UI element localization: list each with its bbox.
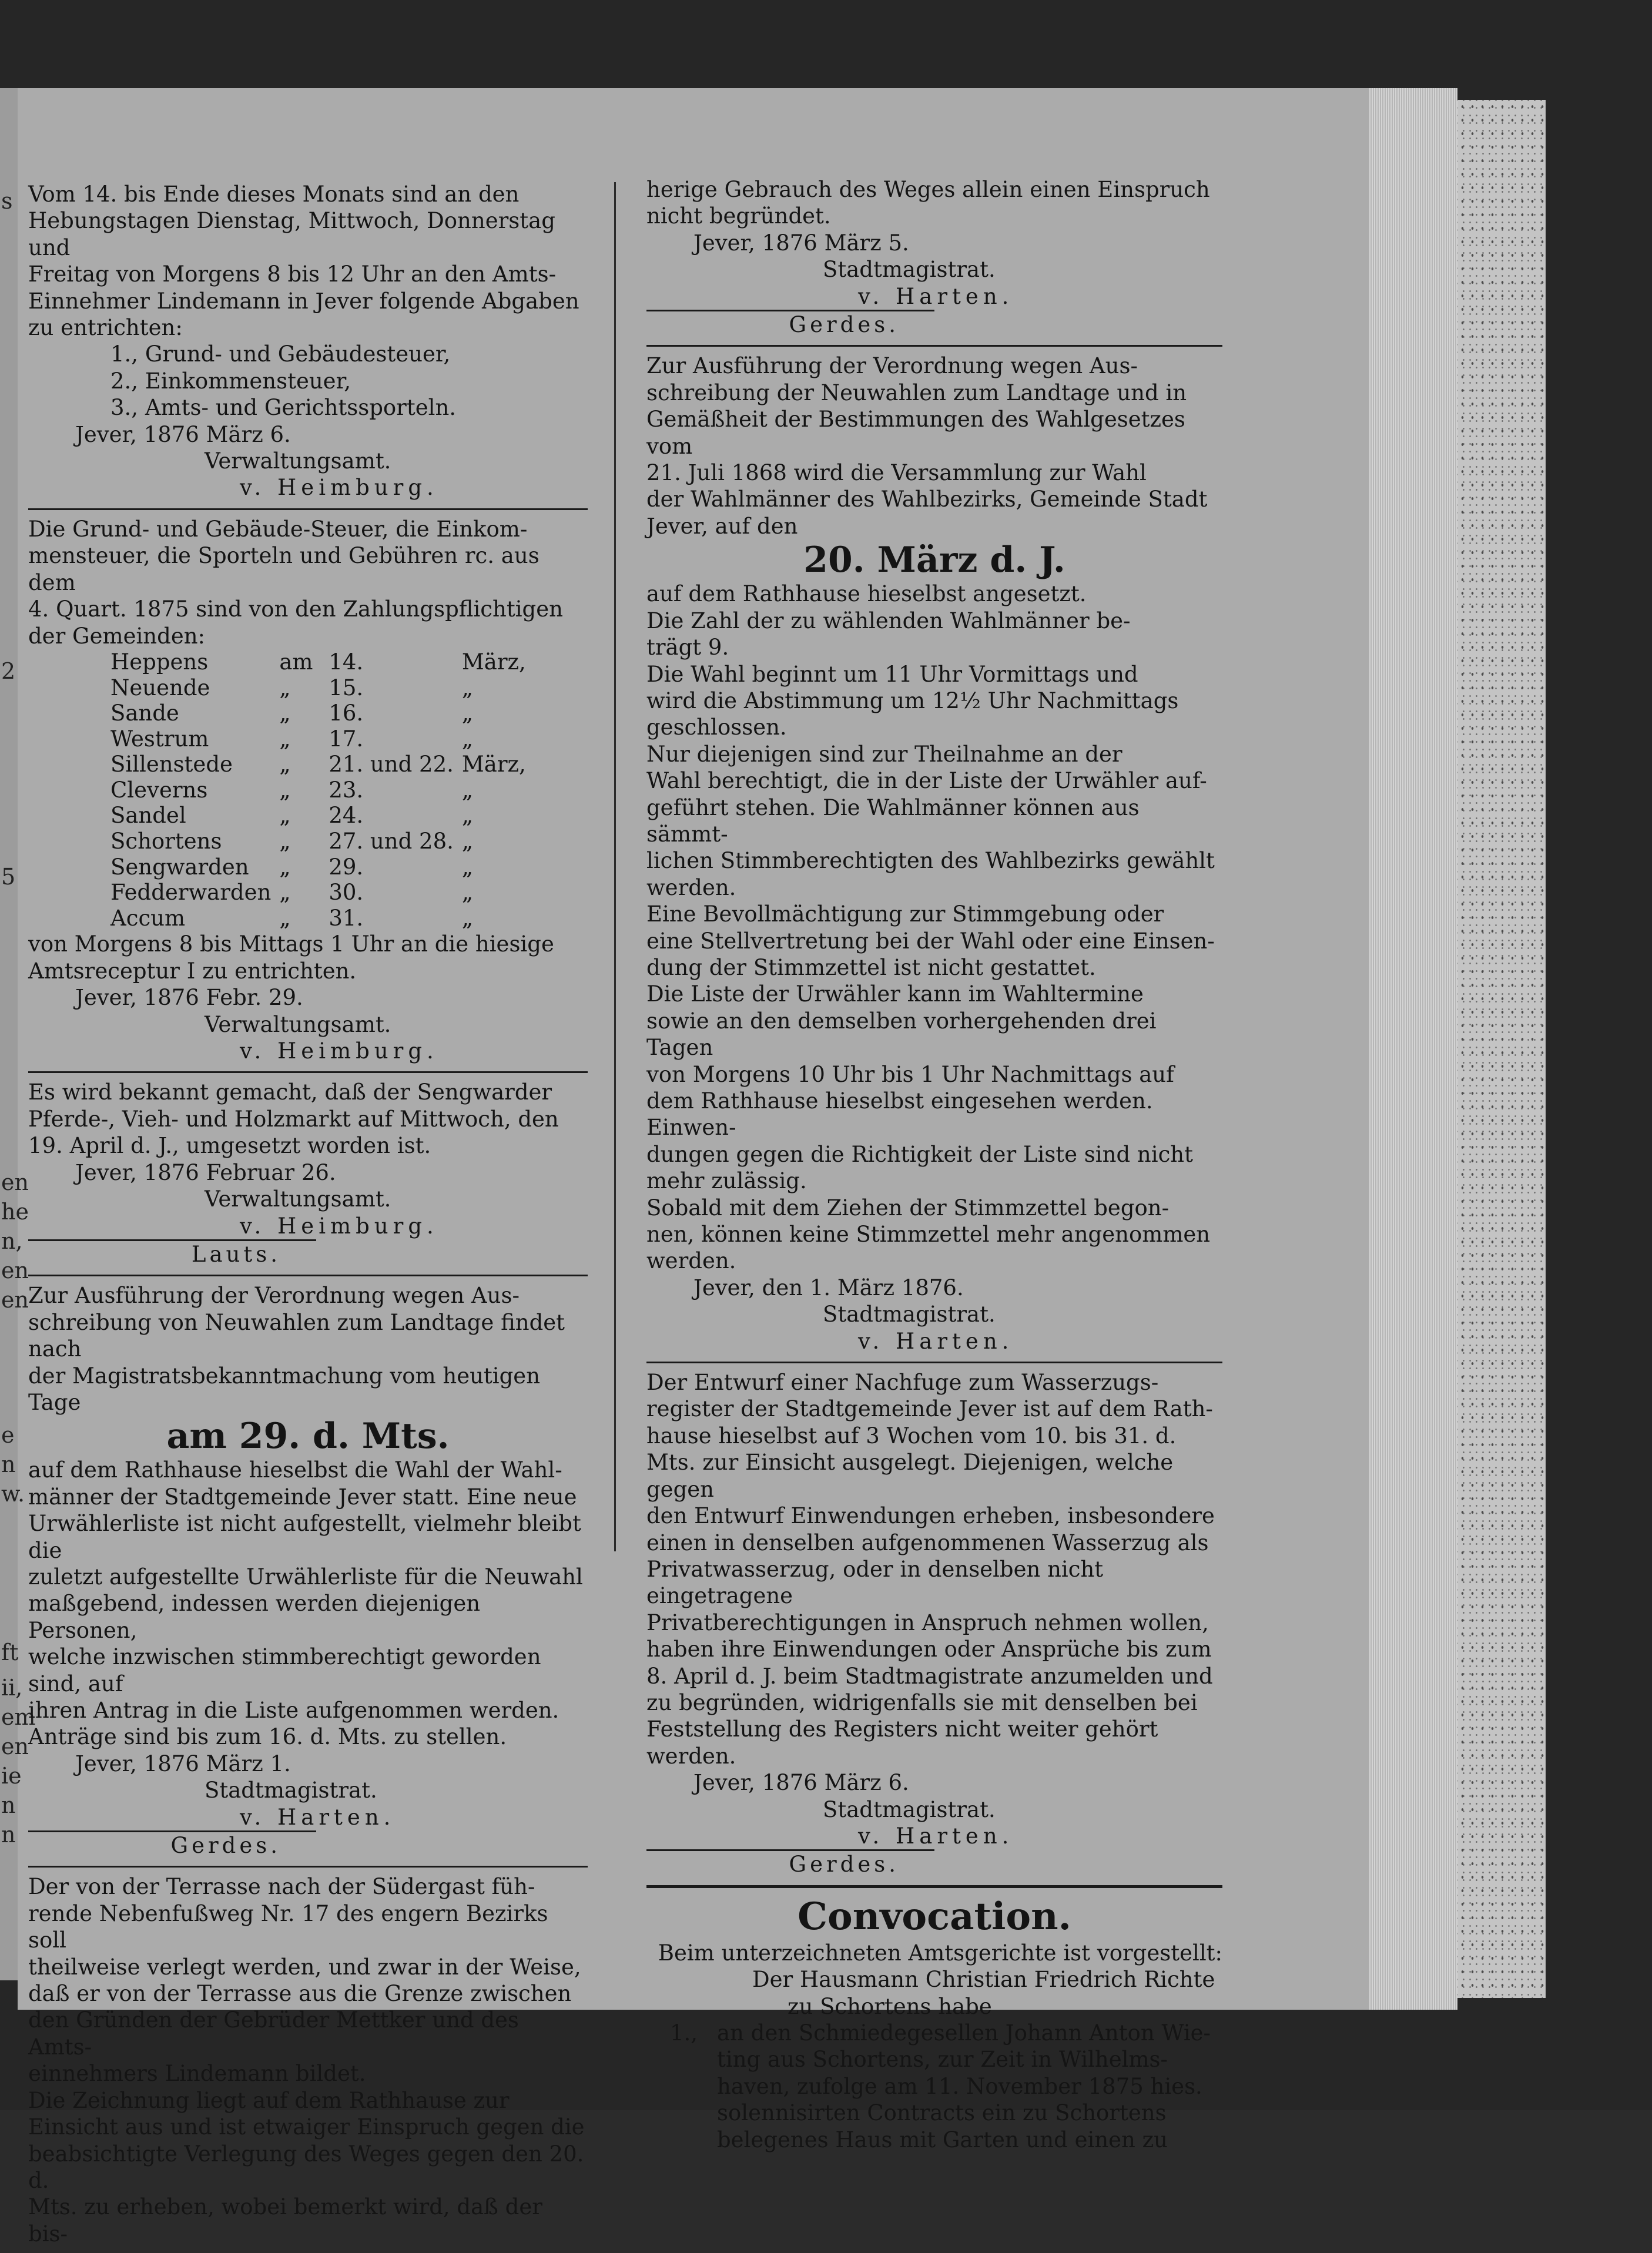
text-line: ihren Antrag in die Liste aufgenommen werden. (28, 1698, 559, 1723)
schedule-place: Sande (110, 700, 179, 726)
schedule-place: Westrum (110, 726, 209, 752)
text-line: auf dem Rathhause hieselbst die Wahl der Wahl- (28, 1457, 562, 1483)
text-line: nen, können keine Stimmzettel mehr angenommen (646, 1222, 1211, 1248)
notice-clerk: Lauts. (28, 1239, 316, 1268)
text-line: 21. Juli 1868 wird die Versammlung zur Wahl (646, 460, 1147, 486)
left-column (28, 176, 588, 2253)
notice-footpath-continued (646, 176, 1222, 344)
text-line: Hebungstagen Dienstag, Mittwoch, Donnerstag und (28, 208, 555, 260)
headline-date: 20. März d. J. (803, 539, 1065, 581)
text-line: register der Stadtgemeinde Jever ist auf dem Rath- (646, 1396, 1213, 1422)
schedule-month: März, (461, 752, 526, 777)
notice-date: Jever, den 1. März 1876. (693, 1275, 964, 1300)
text-line: der Wahlmänner des Wahlbezirks, Gemeinde Stadt (646, 487, 1208, 512)
text-line: 19. April d. J., umgesetzt worden ist. (28, 1133, 431, 1159)
schedule-day: 16. (329, 700, 364, 726)
notice-authority: Verwaltungsamt. (205, 1186, 391, 1212)
text-line: Urwählerliste ist nicht aufgestellt, vielmehr bleibt die (28, 1511, 581, 1563)
schedule-prefix: „ (279, 829, 291, 854)
text-line: haben ihre Einwendungen oder Ansprüche bis zum (646, 1637, 1212, 1662)
text-line: männer der Stadtgemeinde Jever statt. Eine neue (28, 1484, 577, 1510)
page-stack-edge (1369, 88, 1457, 2010)
notice-signer: v. Harten. (858, 1328, 1014, 1354)
text-line: wird die Abstimmung um 12½ Uhr Nachmittags (646, 688, 1179, 713)
text-line: Die Wahl beginnt um 11 Uhr Vormittags und (646, 661, 1138, 687)
schedule-row (110, 854, 534, 880)
schedule-place: Neuende (110, 675, 210, 700)
text-line: 4. Quart. 1875 sind von den Zahlungspflichtigen (28, 596, 563, 622)
notice-authority: Verwaltungsamt. (205, 448, 391, 474)
text-line: von Morgens 10 Uhr bis 1 Uhr Nachmittags auf (646, 1061, 1174, 1087)
notice-tax-schedule (28, 511, 588, 1071)
text-line: an den Schmiedegesellen Johann Anton Wie- (717, 2020, 1211, 2046)
text-line: einnehmers Lindemann bildet. (28, 2061, 366, 2087)
notice-authority: Stadtmagistrat. (823, 1302, 996, 1327)
notice-date: Jever, 1876 Februar 26. (75, 1159, 336, 1185)
margin-fragment: en (1, 1258, 29, 1283)
text-line: Feststellung des Registers nicht weiter gehört werden. (646, 1716, 1158, 1769)
schedule-prefix: „ (279, 880, 291, 906)
text-line: theilweise verlegt werden, und zwar in der Weise, (28, 1954, 581, 1980)
speckled-book-cover (1457, 100, 1546, 1998)
text-line: Einnehmer Lindemann in Jever folgende Abgaben (28, 288, 579, 314)
notice-date: Jever, 1876 März 6. (693, 1770, 909, 1796)
notice-authority: Stadtmagistrat. (205, 1778, 377, 1803)
right-column (646, 176, 1222, 2159)
text-line: einen in denselben aufgenommenen Wasserzug als (646, 1530, 1209, 1555)
text-line: werden. (646, 874, 736, 900)
text-line: zu entrichten: (28, 315, 183, 341)
schedule-prefix: am (279, 649, 313, 675)
text-line: der Magistratsbekanntmachung vom heutigen Tage (28, 1363, 541, 1415)
schedule-row (110, 906, 534, 931)
text-line: Es wird bekannt gemacht, daß der Sengwarder (28, 1079, 552, 1105)
text-line: Der Hausmann Christian Friedrich Richte (752, 1967, 1215, 1993)
margin-fragment: n (1, 1451, 16, 1477)
text-line: Jever, auf den (646, 513, 798, 539)
text-line: Die Zeichnung liegt auf dem Rathhause zur (28, 2087, 510, 2113)
margin-fragment: en (1, 1287, 29, 1313)
schedule-month: „ (461, 700, 474, 726)
notice-date: Jever, 1876 März 6. (75, 421, 291, 447)
margin-fragment: en (1, 1169, 29, 1195)
margin-fragment: ie (1, 1763, 22, 1789)
headline-date: am 29. d. Mts. (166, 1416, 450, 1457)
text-line: beabsichtigte Verlegung des Weges gegen den 20. d. (28, 2141, 584, 2193)
schedule-row (110, 649, 534, 675)
notice-authority: Stadtmagistrat. (823, 1796, 996, 1822)
text-line: zuletzt aufgestellte Urwählerliste für die Neuwahl (28, 1564, 583, 1590)
schedule-month: „ (461, 854, 474, 880)
convocation-notice (646, 1889, 1222, 2159)
margin-fragment: e (1, 1422, 15, 1448)
margin-fragment: n (1, 1792, 16, 1818)
convocation-intro: Beim unterzeichneten Amtsgerichte ist vorgestellt: (658, 1940, 1222, 1966)
margin-fragment: he (1, 1199, 29, 1225)
separator-rule (28, 1275, 588, 1276)
text-line: schreibung der Neuwahlen zum Landtage und in (646, 380, 1187, 405)
text-line: geschlossen. (646, 715, 787, 740)
notice-election-date (28, 1278, 588, 1865)
text-line: daß er von der Terrasse aus die Grenze zwischen (28, 1981, 572, 2007)
text-line: herige Gebrauch des Weges allein einen Einspruch (646, 177, 1210, 202)
notice-signer: v. Heimburg. (240, 1038, 438, 1064)
schedule-month: „ (461, 829, 474, 854)
text-line: Der Entwurf einer Nachfuge zum Wasserzugs- (646, 1370, 1159, 1396)
text-line: dungen gegen die Richtigkeit der Liste sind nicht (646, 1141, 1193, 1167)
schedule-month: März, (461, 649, 526, 675)
schedule-day: 31. (329, 905, 364, 931)
schedule-row (110, 803, 534, 829)
text-line: Der von der Terrasse nach der Südergast füh- (28, 1874, 535, 1900)
separator-rule (28, 1071, 588, 1073)
text-line: eine Stellvertretung bei der Wahl oder eine Einsen- (646, 928, 1215, 954)
notice-signer: v. Heimburg. (240, 1213, 438, 1239)
text-line: schreibung von Neuwahlen zum Landtage findet nach (28, 1309, 565, 1362)
text-line: Zur Ausführung der Verordnung wegen Aus- (28, 1283, 520, 1309)
separator-rule (646, 1362, 1222, 1363)
schedule-place: Cleverns (110, 777, 208, 803)
schedule-day: 17. (329, 726, 364, 752)
text-line: welche inzwischen stimmberechtigt geworden sind, auf (28, 1644, 541, 1697)
convocation-title: Convocation. (797, 1894, 1071, 1939)
item-number: 1., (670, 2020, 698, 2046)
column-divider (614, 182, 616, 1551)
notice-date: Jever, 1876 Febr. 29. (75, 985, 303, 1011)
text-line: nicht begründet. (646, 203, 831, 229)
text-line: Einsicht aus und ist etwaiger Einspruch gegen die (28, 2114, 585, 2140)
text-line: dung der Stimmzettel ist nicht gestattet. (646, 954, 1096, 980)
margin-fragment: n, (1, 1228, 23, 1254)
schedule-row (110, 700, 534, 726)
schedule-row (110, 829, 534, 854)
notice-election-assembly (646, 348, 1222, 1360)
text-line: hause hieselbst auf 3 Wochen vom 10. bis 31. d. (646, 1423, 1177, 1449)
list-item: 1., Grund- und Gebäudesteuer, (110, 341, 451, 367)
text-line: Zur Ausführung der Verordnung wegen Aus- (646, 353, 1138, 379)
schedule-month: „ (461, 803, 474, 829)
separator-rule (28, 508, 588, 510)
text-line: belegenes Haus mit Garten und einen zu (717, 2127, 1168, 2153)
text-line: lichen Stimmberechtigten des Wahlbezirks gewählt (646, 848, 1215, 874)
text-line: Die Liste der Urwähler kann im Wahltermine (646, 981, 1144, 1007)
text-line: Die Zahl der zu wählenden Wahlmänner be- (646, 608, 1131, 633)
notice-body (646, 1369, 1222, 1769)
text-line: Amtsreceptur I zu entrichten. (28, 958, 357, 984)
text-line: Privatwasserzug, oder in denselben nicht eingetragene (646, 1556, 1104, 1609)
schedule-row (110, 880, 534, 906)
text-line: maßgebend, indessen werden diejenigen Personen, (28, 1591, 481, 1643)
text-line: mensteuer, die Sporteln und Gebühren rc. aus dem (28, 543, 540, 595)
text-line: dem Rathhause hieselbst eingesehen werden. Einwen- (646, 1088, 1153, 1141)
text-line: solennisirten Contracts ein zu Schortens (717, 2100, 1167, 2126)
notice-signer: v. Harten. (858, 283, 1014, 309)
text-line: ting aus Schortens, zur Zeit in Wilhelms- (717, 2047, 1168, 2073)
text-line: den Gründen der Gebrüder Mettker und des Amts- (28, 2007, 519, 2060)
schedule-row (110, 726, 534, 752)
list-item: 2., Einkommensteuer, (110, 368, 351, 394)
schedule-month: „ (461, 880, 474, 906)
schedule-month: „ (461, 675, 474, 700)
text-line: Anträge sind bis zum 16. d. Mts. zu stellen. (28, 1724, 507, 1750)
schedule-place: Schortens (110, 829, 222, 854)
schedule-month: „ (461, 726, 474, 752)
text-line: zu Schortens habe (788, 1993, 992, 2019)
text-line: 8. April d. J. beim Stadtmagistrate anzumelden und (646, 1663, 1213, 1689)
schedule-place: Sandel (110, 803, 186, 829)
schedule-prefix: „ (279, 752, 291, 777)
text-line: Nur diejenigen sind zur Theilnahme an der (646, 741, 1122, 767)
schedule-day: 21. und 22. (329, 752, 454, 777)
schedule-place: Heppens (110, 649, 209, 675)
schedule-prefix: „ (279, 726, 291, 752)
text-line: werden. (646, 1248, 736, 1274)
margin-fragment: ii, (1, 1675, 23, 1701)
convocation-item (646, 2020, 1222, 2153)
text-line: geführt stehen. Die Wahlmänner können aus sämmt- (646, 794, 1140, 847)
text-line: Sobald mit dem Ziehen der Stimmzettel begon- (646, 1195, 1170, 1221)
schedule-month: „ (461, 905, 474, 931)
notice-date: Jever, 1876 März 1. (75, 1751, 291, 1776)
schedule-prefix: „ (279, 700, 291, 726)
notice-market (28, 1074, 588, 1273)
schedule-prefix: „ (279, 803, 291, 829)
text-line: Vom 14. bis Ende dieses Monats sind an den (28, 182, 520, 207)
text-line: Wahl berechtigt, die in der Liste der Urwähler auf- (646, 768, 1207, 794)
text-line: haven, zufolge am 11. November 1875 hies. (717, 2073, 1202, 2099)
margin-fragment: 5 (1, 864, 16, 890)
schedule-prefix: „ (279, 905, 291, 931)
notice-authority: Stadtmagistrat. (823, 257, 996, 283)
notice-clerk: Gerdes. (28, 1830, 316, 1859)
margin-fragment: s (1, 188, 13, 214)
notice-signer: v. Harten. (240, 1804, 396, 1830)
notice-footpath (28, 1869, 588, 2253)
schedule-day: 15. (329, 675, 364, 700)
schedule-day: 27. und 28. (329, 829, 454, 854)
schedule-row (110, 777, 534, 803)
schedule-day: 24. (329, 803, 364, 829)
notice-signer: v. Heimburg. (240, 475, 438, 501)
margin-fragment: en (1, 1734, 29, 1759)
schedule-day: 29. (329, 854, 364, 880)
schedule-place: Accum (110, 905, 186, 931)
separator-rule (646, 345, 1222, 347)
schedule-table (110, 649, 534, 931)
margin-fragment: em (1, 1704, 36, 1730)
text-line: den Entwurf Einwendungen erheben, insbesondere (646, 1503, 1215, 1529)
schedule-row (110, 752, 534, 777)
text-line: der Gemeinden: (28, 623, 206, 649)
schedule-prefix: „ (279, 777, 291, 803)
notice-body (646, 581, 1222, 1275)
notice-clerk: Gerdes. (646, 1849, 934, 1878)
separator-rule (28, 1866, 588, 1868)
schedule-place: Sengwarden (110, 854, 249, 880)
text-line: trägt 9. (646, 635, 729, 661)
notice-tax-collection (28, 176, 588, 507)
margin-fragment: n (1, 1822, 16, 1848)
notice-clerk: Gerdes. (646, 310, 934, 338)
text-line: sowie an den demselben vorhergehenden drei Tagen (646, 1008, 1157, 1061)
schedule-month: „ (461, 777, 474, 803)
text-line: Mts. zu erheben, wobei bemerkt wird, daß der bis- (28, 2194, 542, 2247)
text-line: von Morgens 8 bis Mittags 1 Uhr an die hiesige (28, 931, 554, 957)
margin-fragment: 2 (1, 658, 16, 684)
margin-fragment: w. (1, 1481, 25, 1507)
notice-signer: v. Harten. (858, 1823, 1014, 1849)
text-line: Freitag von Morgens 8 bis 12 Uhr an den Amts- (28, 261, 557, 287)
notice-authority: Verwaltungsamt. (205, 1011, 391, 1037)
text-line: Pferde-, Vieh- und Holzmarkt auf Mittwoch, den (28, 1106, 559, 1132)
schedule-prefix: „ (279, 675, 291, 700)
schedule-day: 23. (329, 777, 364, 803)
text-line: mehr zulässig. (646, 1168, 807, 1194)
item-text (717, 2020, 1222, 2153)
text-line: Privatberechtigungen in Anspruch nehmen wollen, (646, 1610, 1209, 1635)
text-line: Die Grund- und Gebäude-Steuer, die Einkom- (28, 516, 528, 542)
text-line: zu begründen, widrigenfalls sie mit denselben bei (646, 1689, 1198, 1715)
notice-date: Jever, 1876 März 5. (693, 230, 909, 256)
text-line: auf dem Rathhause hieselbst angesetzt. (646, 581, 1087, 607)
text-line: Gemäßheit der Bestimmungen des Wahlgesetzes vom (646, 407, 1185, 459)
text-line: Mts. zur Einsicht ausgelegt. Diejenigen, welche gegen (646, 1450, 1174, 1502)
margin-fragment: ft (1, 1640, 19, 1665)
schedule-prefix: „ (279, 854, 291, 880)
schedule-place: Sillenstede (110, 752, 233, 777)
list-item: 3., Amts- und Gerichtssporteln. (110, 395, 457, 421)
separator-rule (646, 1885, 1222, 1888)
schedule-day: 30. (329, 880, 364, 906)
text-line: Eine Bevollmächtigung zur Stimmgebung oder (646, 901, 1164, 927)
schedule-day: 14. (329, 649, 364, 675)
text-line: rende Nebenfußweg Nr. 17 des engern Bezirks soll (28, 1900, 548, 1953)
schedule-place: Fedderwarden (110, 880, 272, 906)
notice-water-register (646, 1364, 1222, 1884)
schedule-row (110, 675, 534, 701)
